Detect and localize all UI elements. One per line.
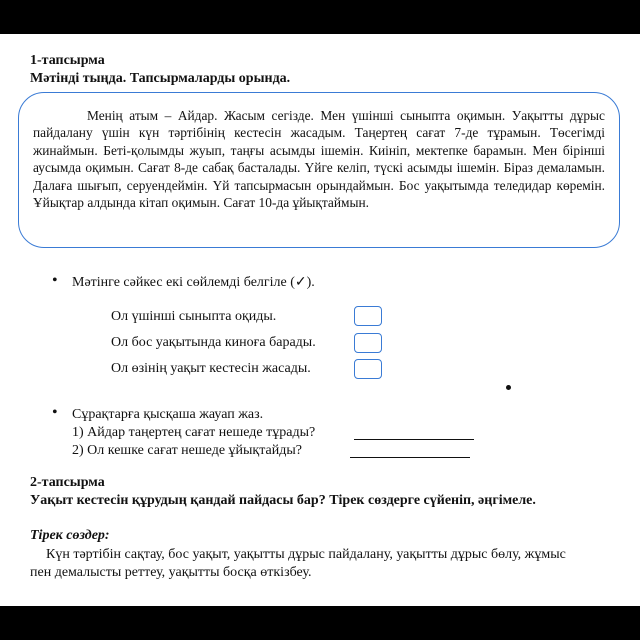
task1-instruction: Мәтінді тыңда. Тапсырмаларды орында.: [30, 71, 291, 86]
bullet-a: •: [52, 272, 58, 289]
support-words-text: Күн тәртібін сақтау, бос уақыт, уақытты дұрыс пайдалану, уақытты дұрыс бөлу, жұмыс пен демалысты реттеу, уақытты босқа өткізбеу.: [30, 547, 566, 580]
answer-line-1[interactable]: [354, 439, 474, 440]
question-2: 2) Ол кешке сағат нешеде ұйықтайды?: [72, 443, 302, 458]
exercise-a-prompt: Мәтінге сәйкес екі сөйлемді белгіле (✓).: [72, 275, 315, 290]
support-words-heading: Тірек сөздер:: [30, 528, 110, 543]
checkbox-statement-1[interactable]: [354, 306, 382, 326]
checkbox-statement-2[interactable]: [354, 333, 382, 353]
question-1: 1) Айдар таңертең сағат нешеде тұрады?: [72, 425, 316, 440]
bullet-b: •: [52, 404, 58, 421]
reading-text: Менің атым – Айдар. Жасым сегізде. Мен үшінші сыныпта оқимын. Уақытты дұрыс пайдалану үшін күн тәртібінің кестесін жасадым. Таңертең сағат 7-де тұрамын. Төсегімді жинаймын. Беті-қолымды жуып, таңғы асымды ішемін. Киініп, мектепке барамын. Мен бірінші аусымда оқимын. Сағат 8-де сабақ басталады. Үйге келіп, түскі асымды ішемін. Біраз демаламын. Далаға шығып, серуендеймін. Үй тапсырмасын орындаймын. Бос уақытымда теледидар көремін. Ұйықтар алдында кітап оқимын. Сағат 10-да ұйықтаймын.: [33, 108, 605, 211]
task2-title: 2-тапсырма: [30, 475, 105, 490]
answer-line-2[interactable]: [350, 457, 470, 458]
stray-dot: [506, 385, 511, 390]
exercise-b-prompt: Сұрақтарға қысқаша жауап жаз.: [72, 407, 264, 422]
worksheet-page: [0, 34, 640, 606]
reading-text-box: [18, 92, 620, 248]
task2-instruction: Уақыт кестесін құрудың қандай пайдасы бар? Тірек сөздерге сүйеніп, әңгімеле.: [30, 493, 536, 508]
statement-2: Ол бос уақытында киноға барады.: [111, 335, 316, 350]
checkbox-statement-3[interactable]: [354, 359, 382, 379]
task1-title: 1-тапсырма: [30, 53, 105, 68]
statement-1: Ол үшінші сыныпта оқиды.: [111, 309, 277, 324]
statement-3: Ол өзінің уақыт кестесін жасады.: [111, 361, 311, 376]
